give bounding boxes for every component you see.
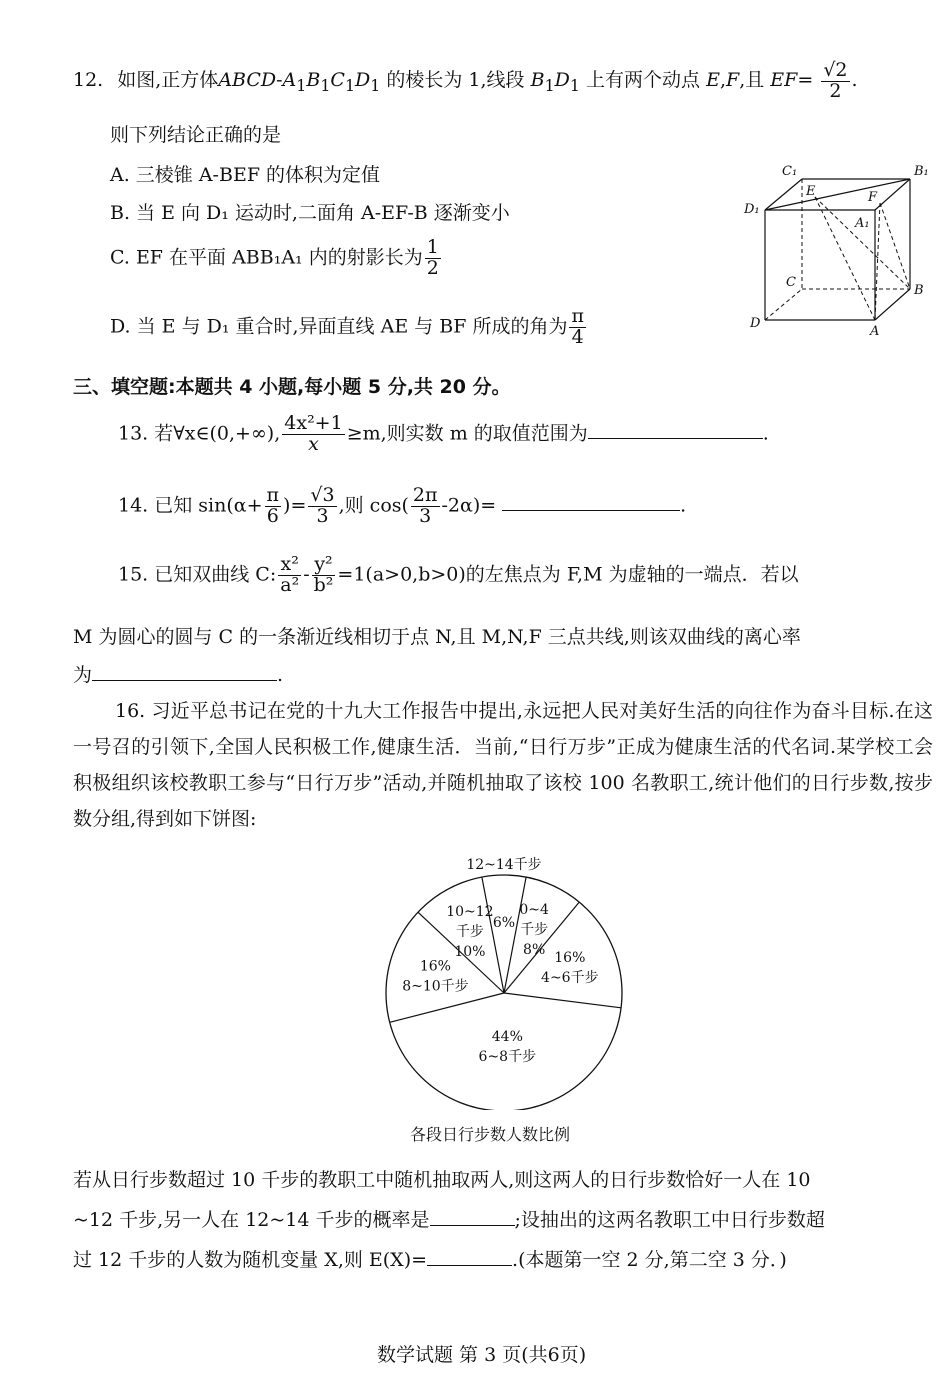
label-c: C [786, 275, 796, 290]
chart-title: 各段日行步数人数比例 [410, 1125, 571, 1144]
cube-figure [740, 155, 940, 345]
label-e: E [806, 184, 816, 199]
q12-option-c: C. EF 在平面 ABB₁A₁ 内的射影长为 $\frac{1}{2}$ [110, 236, 439, 279]
pie-label-2-1: 4~6千步 [541, 969, 599, 986]
q15-blank[interactable] [92, 679, 277, 681]
q16-blank-2[interactable] [427, 1264, 512, 1266]
q12-option-d: D. 当 E 与 D₁ 重合时,异面直线 AE 与 BF 所成的角为 $\frac{\pi}{4}$ [110, 305, 584, 348]
edge-d1b1 [765, 179, 910, 210]
edge-ab [875, 289, 910, 320]
label-c1: C₁ [782, 164, 798, 179]
q16-paragraph: 16. 习近平总书记在党的十九大工作报告中提出,永远把人民对美好生活的向往作为奋斗目标.在这一号召的引领下,全国人民积极工作,健康生活．当前,“日行万步”正成为健康生活的代名词.某学校工会积极组织该校教职工参与“日行万步”活动,并随机抽取了该校 100 名教职工,统计他们的日行步数,按步数分组,得到如下饼图: [73, 700, 933, 830]
pie-label-3-1: 6~8千步 [478, 1048, 537, 1065]
pie-label-5-2: 10% [454, 943, 486, 960]
label-b: B [914, 283, 924, 298]
label-f: F [868, 190, 878, 205]
q14-blank[interactable] [502, 509, 680, 511]
pie-label-4-0: 16% [419, 958, 451, 975]
q16-blank-1[interactable] [430, 1224, 515, 1226]
pie-outer-label-0: 12~14千步 [466, 857, 542, 873]
label-a: A [870, 324, 880, 339]
pie-label-1-1: 千步 [520, 921, 549, 938]
q16-after-line2: ~12 千步,另一人在 12~14 千步的概率是 ;设抽出的这两名教职工中日行步数超 [73, 1209, 825, 1231]
segment-eb-hidden [815, 197, 910, 289]
edge-dc-hidden [765, 289, 802, 320]
pie-label-2-0: 16% [554, 949, 586, 966]
label-b1: B₁ [914, 164, 929, 179]
q16-after-line3: 过 12 千步的人数为随机变量 X,则 E(X)= .(本题第一空 2 分,第二空 3 分．) [73, 1249, 787, 1271]
segment-fa-hidden [875, 203, 880, 320]
pie-label-5-1: 千步 [455, 923, 484, 940]
q15-line1: 15. 已知双曲线 C: $\frac{\text{x²}}{\text{a²}}$ - $\frac{\text{y²}}{\text{b²}}$ =1(a>0,b>0)的左焦点为 F,M 为虚轴的一端点．若以 [118, 553, 799, 596]
q12-option-b: B. 当 E 向 D₁ 运动时,二面角 A-EF-B 逐渐变小 [110, 202, 510, 224]
q15-line3: 为 . [73, 664, 284, 686]
pie-slice-boundary-3 [504, 993, 621, 1008]
pie-label-3-0: 44% [491, 1028, 523, 1045]
page-footer: 数学试题 第 3 页(共6页) [377, 1344, 587, 1366]
label-d1: D₁ [744, 202, 760, 217]
q12-frac: $\frac{√2}{2}$ [823, 58, 848, 102]
pie-label-5-0: 10~12 [446, 903, 494, 920]
pie-label-4-1: 8~10千步 [402, 978, 469, 995]
q12-stem-text: 如图,正方体ABCD-$A_1B_1C_1D_1$ 的棱长为 1,线段 $B_1D_1$ 上有两个动点 E,F,且 EF= [117, 69, 814, 95]
q12-line2: 则下列结论正确的是 [110, 124, 282, 146]
section-3-heading: 三、填空题:本题共 4 小题,每小题 5 分,共 20 分。 [73, 376, 511, 398]
q13-blank[interactable] [588, 437, 763, 439]
q16-after-line1: 若从日行步数超过 10 千步的教职工中随机抽取两人,则这两人的日行步数恰好一人在 10 [73, 1169, 811, 1191]
pie-label-0-0: 6% [492, 915, 516, 932]
pie-slice-boundary-4 [390, 993, 504, 1022]
q14: 14. 已知 sin(α+ $\frac{\pi}{6}$ )= $\frac{√3}{3}$ ,则 cos( $\frac{2\pi}{3}$ -2α)= . [118, 484, 687, 527]
segment-fb-hidden [880, 203, 910, 289]
label-d: D [750, 316, 761, 331]
pie-chart [380, 850, 630, 1110]
pie-label-1-0: 0~4 [519, 901, 549, 918]
q12-stem: 12. 如图,正方体ABCD-$A_1B_1C_1D_1$ 的棱长为 1,线段 $B_1D_1$ 上有两个动点 E,F,且 EF= $\frac{√2}{2}$ . [73, 58, 858, 102]
label-a1: A₁ [855, 216, 870, 231]
pie-label-1-2: 8% [523, 941, 546, 958]
q15-line2: M 为圆心的圆与 C 的一条渐近线相切于点 N,且 M,N,F 三点共线,则该双曲线的离心率 [73, 626, 801, 648]
q13: 13. 若∀x∈(0,+∞), $\frac{\text{4x²+1}}{x}$ ≥m,则实数 m 的取值范围为 . [118, 412, 769, 455]
q12-option-a: A. 三棱锥 A-BEF 的体积为定值 [110, 164, 381, 186]
edge-d1c1 [765, 179, 802, 210]
